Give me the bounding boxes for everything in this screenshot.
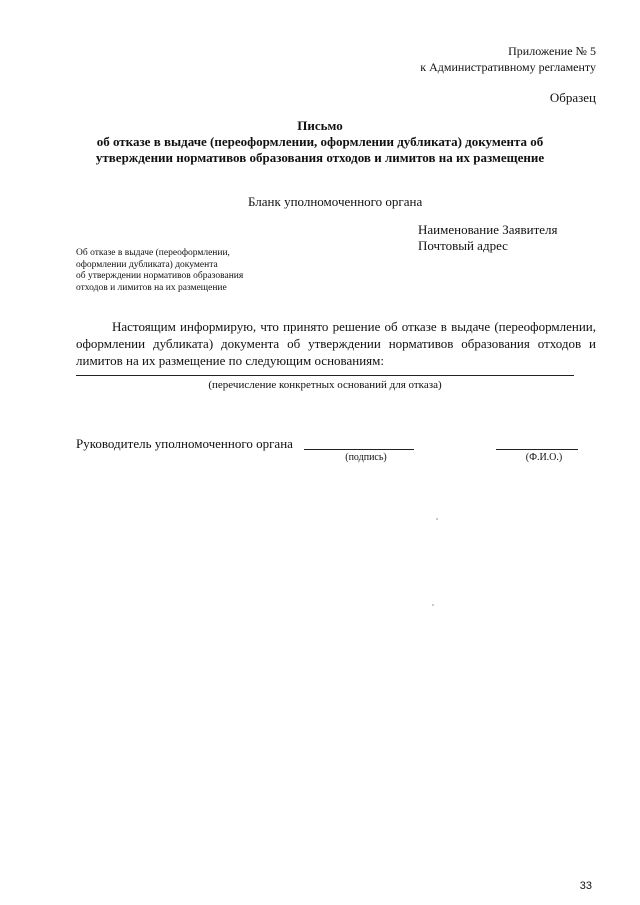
appendix-number: Приложение № 5: [508, 44, 596, 58]
recipient-name: Наименование Заявителя: [418, 222, 558, 237]
signature-label: Руководитель уполномоченного органа: [76, 436, 293, 451]
letterhead-placeholder: Бланк уполномоченного органа: [248, 194, 423, 209]
body-text: Настоящим информирую, что принято решение об отказе в выдаче (переоформлении, оформлении дубликата) документа об утверждении нормативов образования отходов и лимитов на их размещение по следующим основаниям:: [76, 319, 596, 368]
page-number: 33: [579, 880, 592, 892]
subject-line: Об отказе в выдаче (переоформлении,: [76, 248, 230, 258]
recipient-address: Почтовый адрес: [418, 238, 508, 253]
name-line: [496, 449, 578, 450]
sample-label: Образец: [549, 90, 596, 105]
reasons-line: [76, 375, 574, 376]
appendix-reference: к Административному регламенту: [420, 60, 596, 74]
subject-line: отходов и лимитов на их размещение: [76, 282, 227, 293]
name-caption: (Ф.И.О.): [525, 452, 563, 463]
scan-speck: [436, 518, 438, 520]
signature-caption: (подпись): [345, 452, 387, 463]
document-title: Письмо: [297, 118, 343, 133]
subject-line: оформлении дубликата) документа: [76, 259, 218, 270]
scan-speck: [432, 604, 434, 606]
subject-block: [76, 248, 243, 294]
body-paragraph: [76, 318, 596, 369]
subject-line: об утверждении нормативов образования: [76, 271, 244, 281]
document-title-line-2: об отказе в выдаче (переоформлении, оформлении дубликата) документа об: [96, 134, 544, 149]
document-title-line-3: утверждении нормативов образования отходов и лимитов на их размещение: [95, 150, 545, 165]
signature-line: [304, 449, 414, 450]
reasons-caption: (перечисление конкретных оснований для отказа): [208, 379, 442, 391]
